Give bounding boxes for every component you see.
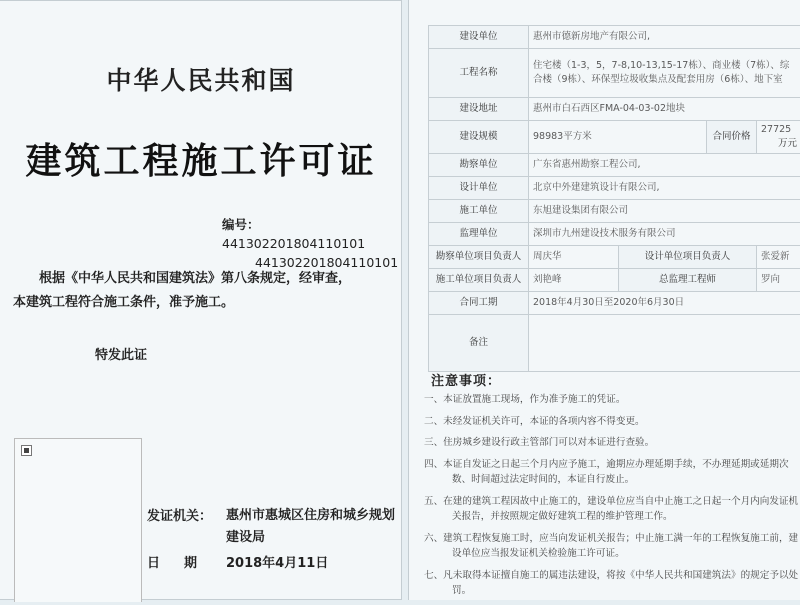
survey-unit-value: 广东省惠州勘察工程公司, <box>529 154 800 177</box>
contract-price-cell <box>757 121 800 154</box>
design-unit-value: 北京中外建建筑设计有限公司, <box>529 177 800 200</box>
issuer-value: 惠州市惠城区住房和城乡规划建设局 <box>226 505 396 549</box>
notice-item: 五、在建的建筑工程因故中止施工的，建设单位应当自中止施工之日起一个月内向发证机关报告，并按照规定做好建筑工程的维护管理工作。 <box>424 494 800 525</box>
contract-price-value: 27725 <box>761 124 791 135</box>
notice-item: 七、凡未取得本证擅自施工的属违法建设，将按《中华人民共和国建筑法》的规定予以处罚。 <box>424 568 800 599</box>
scale-label: 建设规模 <box>429 121 529 154</box>
design-pm-value: 张爱新 <box>757 246 800 269</box>
supervisor-label: 监理单位 <box>429 223 529 246</box>
survey-unit-label: 勘察单位 <box>429 154 529 177</box>
permit-number-label: 编号： <box>222 217 260 232</box>
survey-pm-value: 周庆华 <box>529 246 619 269</box>
permit-number-2: 441302201804110101 <box>255 255 398 270</box>
contract-period-label: 合同工期 <box>429 292 529 315</box>
notice-item: 四、本证自发证之日起三个月内应予施工，逾期应办理延期手续，不办理延期或延期次数、时间超过法定时间的，本证自行废止。 <box>424 457 800 488</box>
notice-item: 二、未经发证机关许可，本证的各项内容不得变更。 <box>424 414 800 430</box>
permit-left-page <box>0 0 402 600</box>
broken-image-icon <box>21 445 32 456</box>
supervisor-value: 深圳市九州建设技术服务有限公司 <box>529 223 800 246</box>
design-pm-label: 设计单位项目负责人 <box>619 246 757 269</box>
qr-code-box <box>14 438 142 602</box>
project-name-value: 住宅楼（1-3，5，7-8,10-13,15-17栋）、商业楼（7栋）、综合楼（9栋）、环保型垃圾收集点及配套用房（6栋）、地下室 <box>529 49 800 98</box>
address-value: 惠州市白石西区FMA-04-03-02地块 <box>529 98 800 121</box>
remarks-value <box>529 315 800 372</box>
approval-line-1: 根据《中华人民共和国建筑法》第八条规定，经审查， <box>13 267 393 291</box>
contractor-pm-label: 施工单位项目负责人 <box>429 269 529 292</box>
issue-date: 2018年4月11日 <box>226 552 328 571</box>
construction-unit-value: 惠州市德新房地产有限公司, <box>529 26 800 49</box>
contract-period-value: 2018年4月30日至2020年6月30日 <box>529 292 800 315</box>
notice-item: 三、住房城乡建设行政主管部门可以对本证进行查验。 <box>424 435 800 451</box>
project-info-table <box>428 25 800 372</box>
notice-item: 六、建筑工程恢复施工时，应当向发证机关报告；中止施工满一年的工程恢复施工前，建设单位应当报发证机关检验施工许可证。 <box>424 531 800 562</box>
remarks-label: 备注 <box>429 315 529 372</box>
issuer-label: 发证机关： <box>147 505 212 524</box>
contractor-label: 施工单位 <box>429 200 529 223</box>
contractor-value: 东旭建设集团有限公司 <box>529 200 800 223</box>
notice-item: 一、本证放置施工现场，作为准予施工的凭证。 <box>424 392 800 408</box>
notice-title: 注意事项： <box>431 370 501 389</box>
permit-title: 建筑工程施工许可证 <box>0 133 402 184</box>
approval-line-2: 本建筑工程符合施工条件，准予施工。 <box>13 291 393 315</box>
approval-text <box>13 267 393 315</box>
scale-value: 98983平方米 <box>529 121 707 154</box>
permit-right-page <box>408 0 800 600</box>
special-issue-text: 特发此证 <box>95 344 147 363</box>
permit-number-1: 441302201804110101 <box>222 236 365 251</box>
chief-supervisor-label: 总监理工程师 <box>619 269 757 292</box>
address-label: 建设地址 <box>429 98 529 121</box>
construction-unit-label: 建设单位 <box>429 26 529 49</box>
chief-supervisor-value: 罗向 <box>757 269 800 292</box>
date-label-1: 日 <box>147 552 160 571</box>
contractor-pm-value: 刘艳峰 <box>529 269 619 292</box>
notice-list <box>424 392 800 605</box>
survey-pm-label: 勘察单位项目负责人 <box>429 246 529 269</box>
date-label-2: 期 <box>184 552 197 571</box>
contract-price-label: 合同价格 <box>707 121 757 154</box>
permit-number-block <box>222 215 401 272</box>
design-unit-label: 设计单位 <box>429 177 529 200</box>
contract-price-unit: 万元 <box>778 137 797 151</box>
project-name-label: 工程名称 <box>429 49 529 98</box>
country-title: 中华人民共和国 <box>0 61 402 97</box>
